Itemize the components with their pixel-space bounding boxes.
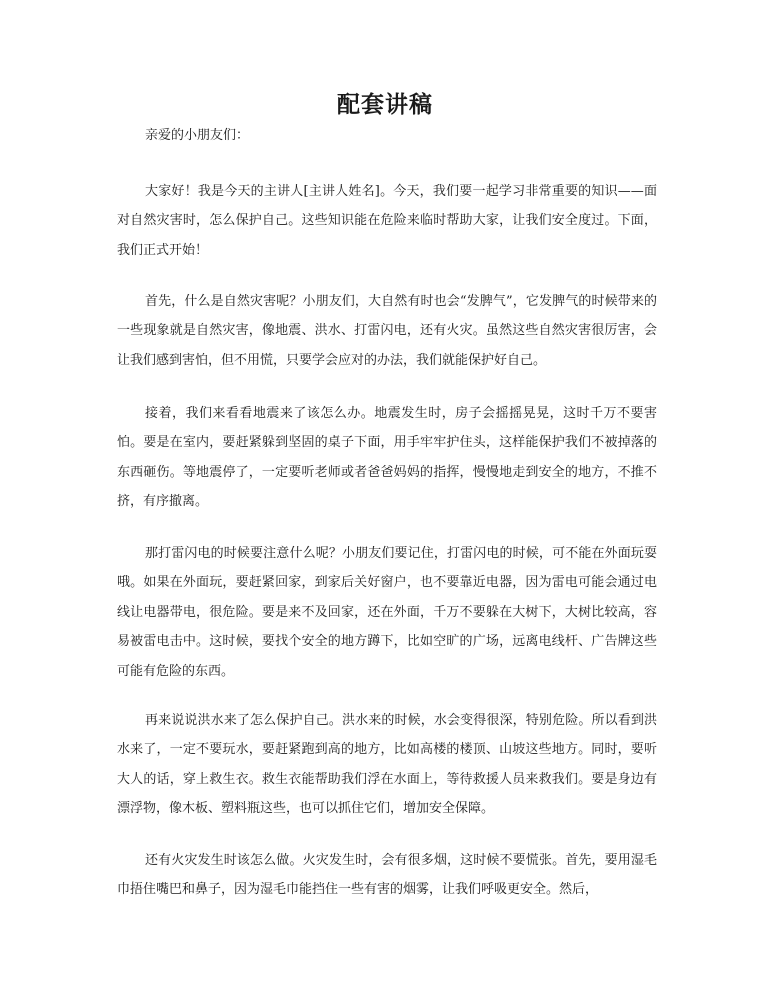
page-title: 配套讲稿 [337, 91, 433, 118]
salutation: 亲爱的小朋友们： [145, 128, 250, 143]
paragraph-introduction: 大家好！我是今天的主讲人[主讲人姓名]。今天，我们要一起学习非常重要的知识——面对自然灾害时，怎么保护自己。这些知识能在危险来临时帮助大家，让我们安全度过。下面，我们正式开始！ [117, 184, 657, 258]
paragraph-flood: 再来说说洪水来了怎么保护自己。洪水来的时候，水会变得很深，特别危险。所以看到洪水来了，一定不要玩水，要赶紧跑到高的地方，比如高楼的楼顶、山坡这些地方。同时，要听大人的话，穿上救生衣。救生衣能帮助我们浮在水面上，等待救援人员来救我们。要是身边有漂浮物，像木板、塑料瓶这些，也可以抓住它们，增加安全保障。 [117, 713, 657, 817]
paragraph-thunder-lightning: 那打雷闪电的时候要注意什么呢？小朋友们要记住，打雷闪电的时候，可不能在外面玩耍哦。如果在外面玩，要赶紧回家，到家后关好窗户，也不要靠近电器，因为雷电可能会通过电线让电器带电，很危险。要是来不及回家，还在外面，千万不要躲在大树下，大树比较高，容易被雷电击中。这时候，要找个安全的地方蹲下，比如空旷的广场，远离电线杆、广告牌这些可能有危险的东西。 [117, 546, 657, 679]
paragraph-what-is-disaster: 首先，什么是自然灾害呢？小朋友们，大自然有时也会“发脾气”，它发脾气的时候带来的一些现象就是自然灾害，像地震、洪水、打雷闪电，还有火灾。虽然这些自然灾害很厉害，会让我们感到害怕，但不用慌，只要学会应对的办法，我们就能保护好自己。 [117, 294, 657, 368]
paragraph-fire: 还有火灾发生时该怎么做。火灾发生时，会有很多烟，这时候不要慌张。首先，要用湿毛巾捂住嘴巴和鼻子，因为湿毛巾能挡住一些有害的烟雾，让我们呼吸更安全。然后， [117, 853, 657, 898]
paragraph-earthquake: 接着，我们来看看地震来了该怎么办。地震发生时，房子会摇摇晃晃，这时千万不要害怕。要是在室内，要赶紧躲到坚固的桌子下面，用手牢牢护住头，这样能保护我们不被掉落的东西砸伤。等地震停了，一定要听老师或者爸爸妈妈的指挥，慢慢地走到安全的地方，不推不挤，有序撤离。 [117, 406, 657, 510]
